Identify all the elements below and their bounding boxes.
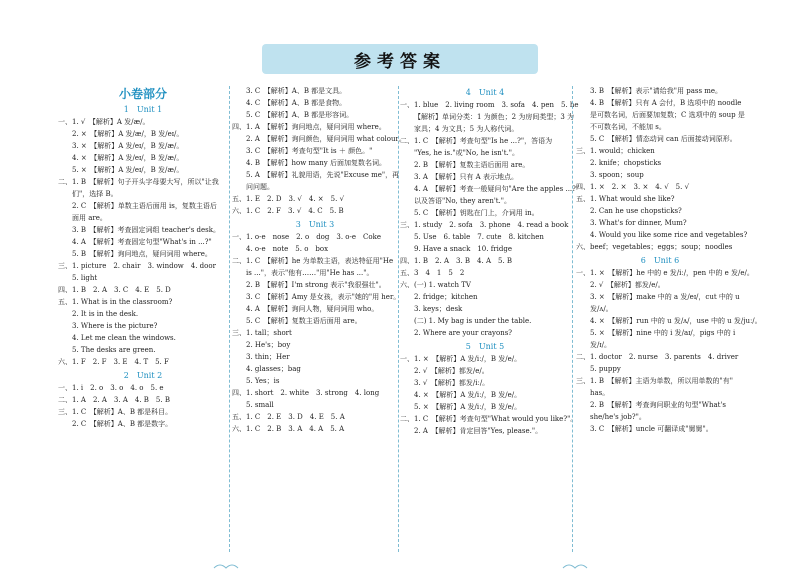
- answer-line: 4. × 【解析】A 发/iː/，B 发/e/。: [414, 391, 522, 399]
- answer-line: 2. It is in the desk.: [72, 310, 139, 318]
- column-divider: [398, 86, 399, 552]
- answer-line: 3. √ 【解析】都发/iː/。: [414, 379, 490, 387]
- answer-line: 3. B 【解析】表示"请给我"用 pass me。: [590, 87, 723, 95]
- answer-line: "Yes, he is."或"No, he isn't."。: [414, 149, 519, 157]
- answer-line: 3. keys；desk: [414, 305, 463, 313]
- column-divider: [572, 86, 573, 552]
- answer-line: 五、1. C 2. E 3. D 4. E 5. A: [232, 413, 345, 421]
- answer-line: 六、1. C 2. B 3. A 4. A 5. A: [232, 425, 345, 433]
- answer-line: 5. A 【解析】礼貌用语，先说"Excuse me"，再: [246, 171, 400, 179]
- answer-line: 4. B 【解析】只有 A 会付，B 选项中的 noodle: [590, 99, 742, 107]
- answer-line: 三、1. tall；short: [232, 329, 292, 337]
- column-divider: [229, 86, 230, 552]
- answer-line: 9. Have a snack 10. fridge: [414, 245, 512, 253]
- answer-line: 5. B 【解析】询问地点，疑问词用 where。: [72, 250, 212, 258]
- answer-line: 二、1. A 2. A 3. A 4. B 5. B: [58, 396, 170, 404]
- unit-heading: 1 Unit 1: [123, 105, 163, 114]
- answer-line: 3. thin；Her: [246, 353, 290, 361]
- unit-heading: 4 Unit 4: [465, 88, 505, 97]
- column-1-lines: [58, 103, 228, 431]
- answer-line: 一、1. i 2. o 3. o 4. o 5. e: [58, 384, 164, 392]
- answer-line: 4. A 【解析】考查固定句型"What's in ...?": [72, 238, 212, 246]
- answer-line: 5. small: [246, 401, 274, 409]
- answer-line: 一、1. × 【解析】A 发/iː/，B 发/e/。: [400, 355, 522, 363]
- answer-line: 是可数名词，后面要加复数；C 选项中的 soup 是: [590, 111, 745, 119]
- answer-line: 一、1. o-e nose 2. o dog 3. o-e Coke: [232, 233, 381, 241]
- answer-line: 5. C 【解析】复数主语后面用 are。: [246, 317, 362, 325]
- answer-line: 4. Would you like some rice and vegetables?: [590, 231, 748, 239]
- answer-line: 六、(一) 1. watch TV: [400, 281, 471, 289]
- answer-line: has。: [590, 389, 610, 397]
- answer-line: 问问题。: [246, 183, 274, 191]
- answer-line: 二、1. doctor 2. nurse 3. parents 4. driver: [576, 353, 739, 361]
- answer-line: 2. A 【解析】肯定回答"Yes, please."。: [414, 427, 543, 435]
- answer-line: 3. × 【解析】A 发/eɪ/，B 发/æ/。: [72, 142, 184, 150]
- answer-line: 5. × 【解析】nine 中的 i 发/aɪ/，pigs 中的 i: [590, 329, 736, 337]
- answer-line: 2. B 【解析】I'm strong 表示"我很强壮"。: [246, 281, 386, 289]
- answer-line: 二、1. B 【解析】句子开头字母要大写，所以"让我: [58, 178, 219, 186]
- answer-line: 5. C 【解析】A、B 都是形容词。: [246, 111, 354, 119]
- answer-line: 以及答语"No, they aren't."。: [414, 197, 512, 205]
- answer-line: 5. × 【解析】A 发/eɪ/，B 发/æ/。: [72, 166, 184, 174]
- unit-heading: 6 Unit 6: [640, 256, 680, 265]
- answer-line: 5. Yes；is: [246, 377, 280, 385]
- answer-line: 三、1. study 2. sofa 3. phone 4. read a book: [400, 221, 569, 229]
- unit-heading: 5 Unit 5: [465, 342, 505, 351]
- answer-line: 五、1. What would she like?: [576, 195, 675, 203]
- answer-line: 4. × 【解析】run 中的 u 发/ʌ/，use 中的 u 发/juː/。: [590, 317, 762, 325]
- answer-line: 面用 are。: [72, 214, 107, 222]
- answer-line: 三、1. would；chicken: [576, 147, 655, 155]
- answer-line: 3. A 【解析】只有 A 表示地点。: [414, 173, 518, 181]
- answer-line: 【解析】单词分类：1 为颜色；2 为房间类型；3 为: [414, 113, 575, 121]
- answer-line: 3. Where is the picture?: [72, 322, 158, 330]
- footer-decoration: [213, 562, 239, 570]
- answer-line: 2. √ 【解析】都发/e/。: [590, 281, 665, 289]
- answer-line: 二、1. C 【解析】he 为单数主语，表达特征用"He: [232, 257, 394, 265]
- answer-line: 2. knife；chopsticks: [590, 159, 662, 167]
- answer-line: 5. × 【解析】A 发/iː/，B 发/e/。: [414, 403, 522, 411]
- answer-line: 2. Where are your crayons?: [414, 329, 513, 337]
- column-4: [576, 86, 762, 554]
- answer-line: 4. A 【解析】考查一般疑问句"Are the apples ...?": [414, 185, 580, 193]
- answer-line: 5. C 【解析】情态动词 can 后面接动词原形。: [590, 135, 737, 143]
- answer-line: 4. × 【解析】A 发/eɪ/，B 发/æ/。: [72, 154, 184, 162]
- answer-line: 2. Can he use chopsticks?: [590, 207, 682, 215]
- answer-line: 一、1. blue 2. living room 3. sofa 4. pen 5. he: [400, 101, 579, 109]
- answer-line: 4. o-e note 5. o box: [246, 245, 329, 253]
- answer-line: 五、3 4 1 5 2: [400, 269, 465, 277]
- answer-line: 3. × 【解析】make 中的 a 发/eɪ/，cut 中的 u: [590, 293, 740, 301]
- column-3: [400, 86, 580, 554]
- answer-line: 四、1. A 【解析】询问地点，疑问词用 where。: [232, 123, 386, 131]
- answer-line: 5. Use 6. table 7. cute 8. kitchen: [414, 233, 544, 241]
- answer-key-banner: 参考答案: [262, 44, 538, 74]
- answer-line: 3. spoon；soup: [590, 171, 644, 179]
- footer-decoration: [562, 562, 588, 570]
- answer-line: (二) 1. My bag is under the table.: [414, 317, 532, 325]
- unit-heading: 2 Unit 2: [123, 371, 163, 380]
- answer-line: is ..."，表示"他有……"用"He has ..."。: [246, 269, 374, 277]
- answer-line: 家具；4 为文具；5 为人称代词。: [414, 125, 519, 133]
- column-2: [232, 86, 406, 554]
- answer-line: 六、1. F 2. F 3. E 4. T 5. F: [58, 358, 169, 366]
- answer-line: 一、1. √ 【解析】A 发/æ/。: [58, 118, 150, 126]
- answer-line: 2. B 【解析】考查询问职业的句型"What's: [590, 401, 726, 409]
- answer-line: 三、1. C 【解析】A、B 都是科目。: [58, 408, 173, 416]
- answer-line: 3. What's for dinner, Mum?: [590, 219, 687, 227]
- answer-line: 5. puppy: [590, 365, 621, 373]
- answer-line: 3. C 【解析】uncle 可翻译成"舅舅"。: [590, 425, 713, 433]
- answer-line: 2. A 【解析】询问颜色，疑问词用 what colour。: [246, 135, 406, 143]
- answer-line: 2. He's；boy: [246, 341, 291, 349]
- column-4-lines: [576, 86, 762, 436]
- answer-line: 三、1. picture 2. chair 3. window 4. door: [58, 262, 216, 270]
- answer-line: 4. C 【解析】A、B 都是食物。: [246, 99, 347, 107]
- answer-line: she/he's job?"。: [590, 413, 646, 421]
- section-title: 小卷部分: [118, 87, 167, 101]
- answer-line: 六、beef；vegetables；eggs；soup；noodles: [576, 243, 733, 251]
- answer-line: 不可数名词，不能加 s。: [590, 123, 666, 131]
- answer-line: 二、1. C 【解析】考查句型"What would you like?"。: [400, 415, 578, 423]
- answer-line: 四、1. short 2. white 3. strong 4. long: [232, 389, 380, 397]
- answer-line: 2. fridge；kitchen: [414, 293, 478, 301]
- answer-line: 四、1. B 2. A 3. C 4. E 5. D: [58, 286, 171, 294]
- answer-line: 5. C 【解析】钥匙在门上，介词用 in。: [414, 209, 539, 217]
- answer-line: 2. B 【解析】复数主语后面用 are。: [414, 161, 530, 169]
- answer-line: 二、1. C 【解析】考查句型"Is he ...?"，答语为: [400, 137, 553, 145]
- answer-line: 2. × 【解析】A 发/æ/，B 发/eɪ/。: [72, 130, 184, 138]
- answer-line: 4. A 【解析】询问人物，疑问词用 who。: [246, 305, 379, 313]
- answer-line: 五、1. What is in the classroom?: [58, 298, 173, 306]
- answer-line: 一、1. × 【解析】he 中的 e 发/iː/，pen 中的 e 发/e/。: [576, 269, 754, 277]
- answer-line: 2. C 【解析】单数主语后面用 is，复数主语后: [72, 202, 217, 210]
- unit-heading: 3 Unit 3: [295, 220, 335, 229]
- answer-line: 2. C 【解析】A、B 都是数字。: [72, 420, 173, 428]
- answer-line: 4. B 【解析】how many 后面加复数名词。: [246, 159, 386, 167]
- answer-line: 3. C 【解析】Amy 是女孩，表示"她的"用 her。: [246, 293, 401, 301]
- answer-line: 5. The desks are green.: [72, 346, 156, 354]
- answer-line: 5. light: [72, 274, 98, 282]
- column-2-lines: [232, 86, 406, 436]
- answer-line: 3. B 【解析】考查固定词组 teacher's desk。: [72, 226, 221, 234]
- answer-line: 五、1. E 2. D 3. √ 4. × 5. √: [232, 195, 345, 203]
- answer-line: 发/ʌ/。: [590, 305, 613, 313]
- answer-line: 四、1. × 2. × 3. × 4. √ 5. √: [576, 183, 690, 191]
- answer-line: 六、1. C 2. F 3. √ 4. C 5. B: [232, 207, 344, 215]
- answer-line: 4. glasses；bag: [246, 365, 301, 373]
- answer-line: 发/ɪ/。: [590, 341, 611, 349]
- answer-line: 3. C 【解析】考查句型"It is ＋ 颜色。": [246, 147, 373, 155]
- column-1: [58, 86, 228, 554]
- answer-line: 四、1. B 2. A 3. B 4. A 5. B: [400, 257, 513, 265]
- answer-line: 三、1. B 【解析】主语为单数，所以用单数的"有": [576, 377, 733, 385]
- answer-line: 3. C 【解析】A、B 都是文具。: [246, 87, 347, 95]
- answer-line: 们"，选择 B。: [72, 190, 118, 198]
- answer-line: 2. √ 【解析】都发/e/。: [414, 367, 489, 375]
- answer-line: 4. Let me clean the windows.: [72, 334, 176, 342]
- column-3-lines: [400, 86, 580, 438]
